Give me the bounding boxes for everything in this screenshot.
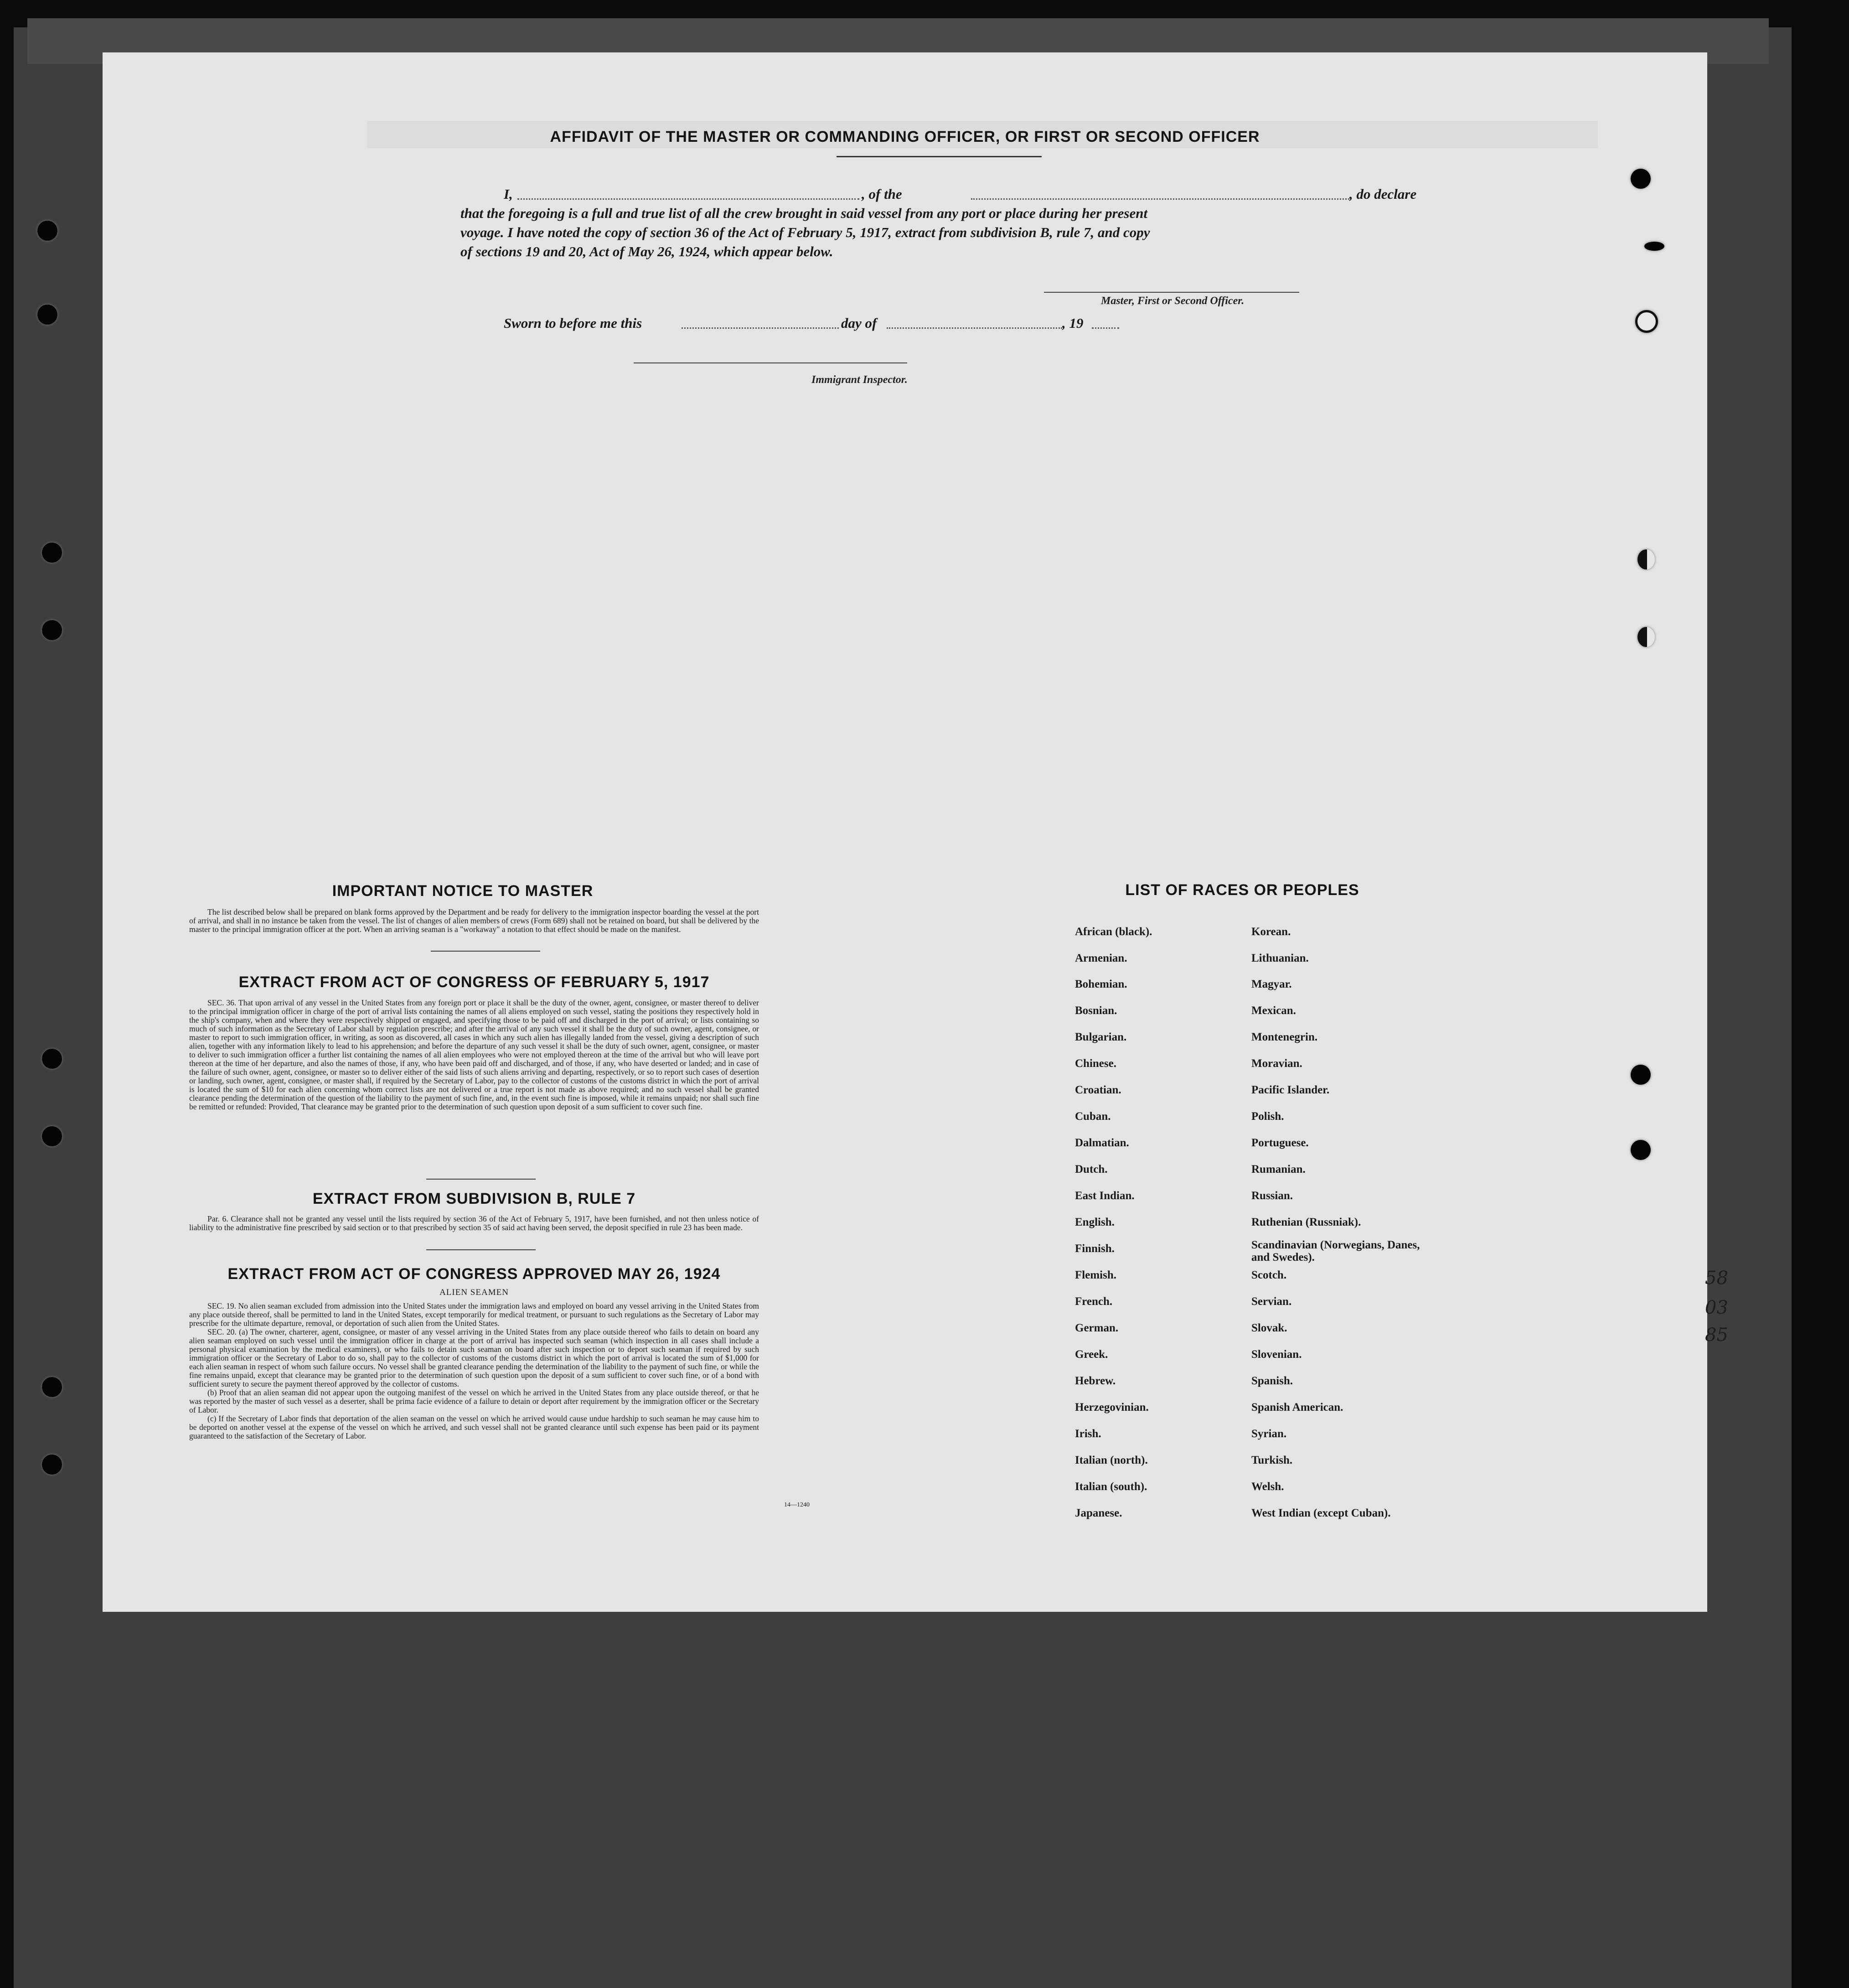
race-item: Chinese. bbox=[1075, 1057, 1116, 1070]
race-item: East Indian. bbox=[1075, 1190, 1135, 1202]
binder-hole bbox=[37, 305, 57, 325]
par-6-paragraph: Par. 6. Clearance shall not be granted any vessel until the lists required by section 36 of the Act of February 5, 1917, have been furnished, and not then unless notice of liability to the administrative fine prescribed by said section or to that prescribed by section 35 of said act having been served, the deposit specified in rule 23 has been made. bbox=[189, 1214, 759, 1232]
race-item: Pacific Islander. bbox=[1251, 1084, 1330, 1096]
rule7-title: EXTRACT FROM SUBDIVISION B, RULE 7 bbox=[312, 1190, 636, 1207]
race-item: Spanish American. bbox=[1251, 1401, 1343, 1413]
race-item: Rumanian. bbox=[1251, 1163, 1306, 1175]
of-the-label: , of the bbox=[862, 186, 902, 202]
affidavit-line3: voyage. I have noted the copy of section 36 of the Act of February 5, 1917, extract from subdivision B, rule 7, and copy bbox=[460, 224, 1150, 240]
page-hole bbox=[1631, 1140, 1651, 1160]
race-item: Korean. bbox=[1251, 926, 1291, 938]
master-label: Master, First or Second Officer. bbox=[1101, 295, 1245, 307]
race-item: Scandinavian (Norwegians, Danes, and Swedes). bbox=[1251, 1239, 1420, 1263]
race-item: Cuban. bbox=[1075, 1110, 1111, 1123]
page-hole bbox=[1637, 549, 1655, 569]
race-item: African (black). bbox=[1075, 926, 1152, 938]
race-item: Turkish. bbox=[1251, 1454, 1293, 1466]
page-hole bbox=[1631, 169, 1651, 189]
page-hole bbox=[1635, 310, 1658, 333]
handwritten-note: 03 bbox=[1705, 1297, 1728, 1318]
race-item: Flemish. bbox=[1075, 1269, 1116, 1281]
extract-1917-text bbox=[189, 999, 759, 1111]
handwritten-note: 58 bbox=[1705, 1268, 1728, 1289]
divider bbox=[431, 951, 540, 952]
page-hole bbox=[1637, 627, 1655, 647]
race-item: Slovenian. bbox=[1251, 1348, 1302, 1361]
race-item: Servian. bbox=[1251, 1295, 1292, 1308]
race-item: West Indian (except Cuban). bbox=[1251, 1507, 1391, 1519]
race-item: Moravian. bbox=[1251, 1057, 1302, 1070]
notice-text bbox=[189, 908, 759, 934]
sec-36-paragraph: SEC. 36. That upon arrival of any vessel in the United States from any foreign port or place it shall be the duty of the owner, agent, consignee, or master thereof to deliver to the principal immigration officer in charge of the port of arrival lists containing the names of all aliens employed on such vessel, stating the positions they respectively hold in the ship's company, when and where they were respectively shipped or engaged, and specifying those to be paid off and discharged in the port of arrival; or lists containing so much of such information as the Secretary of Labor shall by regulation prescribe; and after the arrival of any such vessel it shall be the duty of such owner, agent, consignee, or master to report to such immigration officer, in writing, as soon as discovered, all cases in which any such alien has illegally landed from the vessel, giving a description of such alien, together with any information likely to lead to his apprehension; and before the departure of any such vessel it shall be the duty of such owner, agent, consignee, or master to deliver to such immigration officer a further list containing the names of all alien employees who were not employed thereon at the time of the arrival but who will leave port thereon at the time of her departure, and also the names of those, if any, who have been paid off and discharged, and of those, if any, who have deserted or landed; and in case of the failure of such owner, agent, consignee, or master so to deliver either of the said lists of such aliens arriving and departing, respectively, or so to report such cases of desertion or landing, such owner, agent, consignee, or master shall, if required by the Secretary of Labor, pay to the collector of customs of the customs district in which the port of arrival is located the sum of $10 for each alien concerning whom correct lists are not delivered or a true report is not made as above required; and no such vessel shall be granted clearance pending the determination of the question of the liability to the payment of such fine, and, in the event such fine is imposed, while it remains unpaid; nor shall such fine be remitted or refunded: Provided, That clearance may be granted prior to the determination of such question upon deposit of a sum sufficient to cover such fine. bbox=[189, 998, 759, 1111]
i-label: I, bbox=[504, 186, 513, 202]
sworn-month-blank[interactable] bbox=[887, 318, 1062, 329]
rule7-text bbox=[189, 1215, 759, 1232]
race-item: Slovak. bbox=[1251, 1322, 1287, 1334]
race-item: Italian (south). bbox=[1075, 1481, 1147, 1493]
race-item: Irish. bbox=[1075, 1428, 1101, 1440]
sec-20c-paragraph: (c) If the Secretary of Labor finds that deportation of the alien seaman on the vessel on which he arrived would cause undue hardship to such seaman he may cause him to be deported on another vessel at the expense of the vessel on which he arrived, and such vessel shall not be granted clearance until such expense has been paid or its payment guaranteed to the satisfaction of the Secretary of Labor. bbox=[189, 1414, 759, 1440]
race-item: Russian. bbox=[1251, 1190, 1293, 1202]
race-item: Spanish. bbox=[1251, 1375, 1293, 1387]
race-item: Welsh. bbox=[1251, 1481, 1284, 1493]
race-item: Dalmatian. bbox=[1075, 1137, 1129, 1149]
manifest-page bbox=[103, 52, 1707, 1612]
race-item: Portuguese. bbox=[1251, 1137, 1309, 1149]
affidavit-title: AFFIDAVIT OF THE MASTER OR COMMANDING OFFICER, OR FIRST OR SECOND OFFICER bbox=[550, 128, 1260, 145]
race-item: Japanese. bbox=[1075, 1507, 1122, 1519]
inspector-signature-line[interactable] bbox=[634, 362, 907, 363]
race-item: Greek. bbox=[1075, 1348, 1108, 1361]
race-item: Finnish. bbox=[1075, 1242, 1115, 1255]
binder-hole bbox=[42, 543, 62, 563]
race-item: Mexican. bbox=[1251, 1004, 1296, 1017]
sworn-day-blank[interactable] bbox=[682, 318, 839, 329]
binder-hole bbox=[42, 1126, 62, 1146]
races-title: LIST OF RACES OR PEOPLES bbox=[1125, 881, 1359, 899]
extract-1924-title: EXTRACT FROM ACT OF CONGRESS APPROVED MAY 26, 1924 bbox=[227, 1265, 721, 1283]
do-declare-label: , do declare bbox=[1349, 186, 1417, 202]
race-item: Italian (north). bbox=[1075, 1454, 1148, 1466]
vessel-blank[interactable] bbox=[971, 189, 1349, 200]
binder-hole bbox=[42, 620, 62, 640]
master-signature-line[interactable] bbox=[1044, 292, 1299, 293]
affidavit-line2: that the foregoing is a full and true list of all the crew brought in said vessel from any port or place during her present bbox=[460, 205, 1148, 221]
day-of-label: day of bbox=[841, 315, 877, 331]
alien-seamen-subtitle: ALIEN SEAMEN bbox=[439, 1288, 509, 1297]
year-label: , 19 bbox=[1062, 315, 1084, 331]
affidavit-line4: of sections 19 and 20, Act of May 26, 1924, which appear below. bbox=[460, 243, 833, 259]
race-item: French. bbox=[1075, 1295, 1113, 1308]
page-hole bbox=[1631, 1065, 1651, 1085]
notice-title: IMPORTANT NOTICE TO MASTER bbox=[332, 882, 594, 900]
race-item: Bulgarian. bbox=[1075, 1031, 1127, 1043]
divider bbox=[426, 1179, 536, 1180]
title-underline bbox=[837, 156, 1042, 157]
inspector-label: Immigrant Inspector. bbox=[811, 374, 908, 386]
race-item: Armenian. bbox=[1075, 952, 1127, 964]
binder-hole bbox=[37, 221, 57, 241]
race-item: Herzegovinian. bbox=[1075, 1401, 1149, 1413]
race-item: English. bbox=[1075, 1216, 1115, 1228]
race-item: Magyar. bbox=[1251, 978, 1292, 990]
notice-paragraph: The list described below shall be prepared on blank forms approved by the Department and be ready for delivery to the immigration inspector boarding the vessel at the port of arrival, and shall in no instance be taken from the vessel. The list of changes of alien members of crews (Form 689) shall not be retained on board, but shall be delivered by the master to the principal immigration officer at the port. When an arriving seaman is a "workaway" a notation to that effect should be made on the manifest. bbox=[189, 907, 759, 934]
race-item: Montenegrin. bbox=[1251, 1031, 1318, 1043]
race-item: Bosnian. bbox=[1075, 1004, 1117, 1017]
sworn-year-blank[interactable] bbox=[1092, 318, 1119, 329]
binder-hole bbox=[42, 1049, 62, 1069]
race-item: Syrian. bbox=[1251, 1428, 1287, 1440]
binder-hole bbox=[42, 1455, 62, 1475]
race-item: Hebrew. bbox=[1075, 1375, 1116, 1387]
sec-20a-paragraph: SEC. 20. (a) The owner, charterer, agent, consignee, or master of any vessel arriving in the United States from any place outside thereof who fails to detain on board any alien seaman employed on such vessel until the immigration officer in charge at the port of arrival has inspected such seaman (which inspection in all cases shall include a personal physical examination by the medical examiners), or who fails to detain such seaman on board after such inspection or to deport such seaman if required by such immigration officer or the Secretary of Labor to do so, shall pay to the collector of customs of the customs district in which the port of arrival is located the sum of $1,000 for each alien seaman in respect of whom such failure occurs. No vessel shall be granted clearance pending the determination of the liability to the payment of such fine, or while the fine remains unpaid, except that clearance may be granted prior to the determination of such question upon the deposit of a sum sufficient to cover such fine, or of a bond with sufficient surety to secure the payment thereof approved by the collector of customs. bbox=[189, 1327, 759, 1388]
handwritten-note: 85 bbox=[1705, 1325, 1728, 1346]
binder-hole bbox=[42, 1377, 62, 1397]
race-item: Dutch. bbox=[1075, 1163, 1108, 1175]
race-item: Scotch. bbox=[1251, 1269, 1287, 1281]
race-item: German. bbox=[1075, 1322, 1119, 1334]
form-number: 14—1240 bbox=[784, 1501, 810, 1508]
extract-1917-title: EXTRACT FROM ACT OF CONGRESS OF FEBRUARY 5, 1917 bbox=[238, 973, 710, 991]
sec-20b-paragraph: (b) Proof that an alien seaman did not appear upon the outgoing manifest of the vessel on which he arrived in the United States from any place outside thereof, or that he was reported by the master of such vessel as a deserter, shall be prima facie evidence of a failure to detain or deport after requirement by the immigration officer or the Secretary of Labor. bbox=[189, 1388, 759, 1414]
divider bbox=[426, 1249, 536, 1250]
sec-19-paragraph: SEC. 19. No alien seaman excluded from admission into the United States under the immigration laws and employed on board any vessel arriving in the United States from any place outside thereof, shall be permitted to land in the United States, except temporarily for medical treatment, or pursuant to such regulations as the Secretary of Labor may prescribe for the ultimate departure, removal, or deportation of such alien from the United States. bbox=[189, 1301, 759, 1328]
race-item: Polish. bbox=[1251, 1110, 1284, 1123]
race-item: Lithuanian. bbox=[1251, 952, 1309, 964]
race-item: Ruthenian (Russniak). bbox=[1251, 1216, 1361, 1228]
race-item: Bohemian. bbox=[1075, 978, 1127, 990]
extract-1924-text bbox=[189, 1302, 759, 1440]
race-item: Croatian. bbox=[1075, 1084, 1121, 1096]
name-blank[interactable] bbox=[517, 189, 859, 200]
sworn-label: Sworn to before me this bbox=[504, 315, 642, 331]
page-hole bbox=[1644, 242, 1664, 251]
